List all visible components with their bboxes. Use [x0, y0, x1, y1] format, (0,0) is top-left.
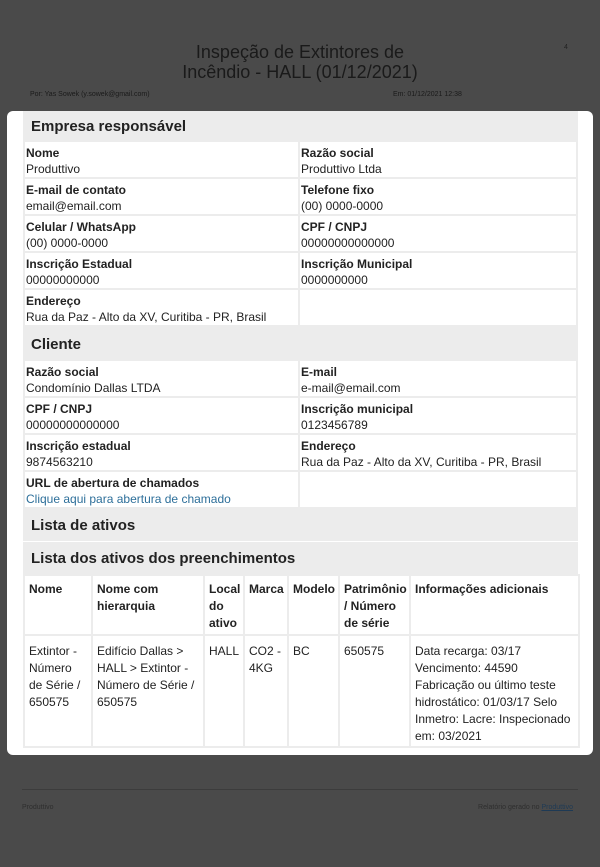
table-cell: 650575	[339, 635, 410, 747]
table-header-row	[24, 575, 579, 635]
field-cliente-inscricao-municipal	[300, 398, 578, 435]
footer-generated-text: Relatório gerado no	[478, 804, 542, 811]
field-label: Inscrição municipal	[301, 402, 414, 416]
field-value: e-mail@email.com	[301, 381, 401, 395]
footer-link[interactable]: Produttivo	[541, 804, 573, 811]
field-cliente-email	[300, 361, 578, 398]
footer-divider	[22, 789, 578, 790]
column-header: Marca	[244, 575, 288, 635]
field-empresa-inscricao-estadual	[23, 253, 300, 290]
page-number: 4	[564, 44, 568, 51]
field-label: Razão social	[26, 365, 99, 379]
column-header: Nome com hierarquia	[92, 575, 204, 635]
field-value: 0123456789	[301, 418, 368, 432]
field-label: CPF / CNPJ	[301, 220, 368, 234]
field-value: (00) 0000-0000	[301, 199, 384, 213]
table-cell: Extintor - Número de Série / 650575	[24, 635, 92, 747]
section-header-cliente: Cliente	[23, 327, 578, 361]
section-header-ativos: Lista de ativos	[23, 509, 578, 541]
empresa-grid	[23, 142, 578, 327]
field-label: E-mail de contato	[26, 183, 127, 197]
author-text: Por: Yas Sowek (y.sowek@gmail.com)	[30, 91, 150, 98]
document-title-line1: Inspeção de Extintores de	[195, 42, 405, 62]
table-cell: Edifício Dallas > HALL > Extintor - Número de Série / 650575	[92, 635, 204, 747]
table-row	[24, 635, 579, 747]
column-header: Patrimônio / Número de série	[339, 575, 410, 635]
field-value: Condomínio Dallas LTDA	[26, 381, 161, 395]
table-cell: CO2 - 4KG	[244, 635, 288, 747]
field-empresa-endereco	[23, 290, 300, 327]
field-value: 00000000000	[26, 273, 100, 287]
report-modal	[7, 111, 593, 755]
field-value: Rua da Paz - Alto da XV, Curitiba - PR, Brasil	[26, 310, 267, 324]
field-label: Inscrição Municipal	[301, 257, 413, 271]
field-label: CPF / CNPJ	[26, 402, 93, 416]
assets-table	[23, 574, 580, 748]
field-label: Nome	[26, 146, 60, 160]
field-empresa-razao-social	[300, 142, 578, 179]
field-empresa-inscricao-municipal	[300, 253, 578, 290]
field-label: Celular / WhatsApp	[26, 220, 137, 234]
field-label: Endereço	[301, 439, 356, 453]
field-value: 0000000000	[301, 273, 368, 287]
field-value: (00) 0000-0000	[26, 236, 109, 250]
table-cell: BC	[288, 635, 339, 747]
empty-cell	[300, 290, 578, 327]
field-label: Endereço	[26, 294, 81, 308]
field-empresa-cpf-cnpj	[300, 216, 578, 253]
field-label: E-mail	[301, 365, 338, 379]
document-title	[0, 42, 600, 82]
field-cliente-inscricao-estadual	[23, 435, 300, 472]
cliente-grid	[23, 361, 578, 509]
empty-cell	[300, 472, 578, 509]
section-header-empresa: Empresa responsável	[23, 111, 578, 142]
field-cliente-endereco	[300, 435, 578, 472]
field-label: Telefone fixo	[301, 183, 375, 197]
column-header: Modelo	[288, 575, 339, 635]
field-label: Razão social	[301, 146, 374, 160]
field-empresa-nome	[23, 142, 300, 179]
section-subheader-ativos: Lista dos ativos dos preenchimentos	[23, 541, 578, 574]
table-cell: Data recarga: 03/17 Vencimento: 44590 Fabricação ou último teste hidrostático: 01/03/17 Selo Inmetro: Lacre: Inspecionado em: 03/2021	[410, 635, 579, 747]
document-title-line2: Incêndio - HALL (01/12/2021)	[182, 62, 418, 82]
field-cliente-razao-social	[23, 361, 300, 398]
field-empresa-celular	[23, 216, 300, 253]
column-header: Informações adicionais	[410, 575, 579, 635]
date-text: Em: 01/12/2021 12:38	[393, 91, 462, 98]
column-header: Nome	[24, 575, 92, 635]
field-cliente-cpf-cnpj	[23, 398, 300, 435]
field-label: Inscrição estadual	[26, 439, 131, 453]
field-empresa-telefone	[300, 179, 578, 216]
field-value: Produttivo Ltda	[301, 162, 382, 176]
field-cliente-url-chamados	[23, 472, 300, 509]
field-value: email@email.com	[26, 199, 122, 213]
field-empresa-email	[23, 179, 300, 216]
footer-brand: Produttivo	[22, 804, 54, 811]
field-value: 00000000000000	[26, 418, 120, 432]
column-header: Local do ativo	[204, 575, 244, 635]
table-cell: HALL	[204, 635, 244, 747]
open-ticket-link[interactable]: Clique aqui para abertura de chamado	[26, 492, 231, 506]
field-label: URL de abertura de chamados	[26, 476, 200, 490]
field-label: Inscrição Estadual	[26, 257, 133, 271]
field-value: 00000000000000	[301, 236, 395, 250]
field-value: 9874563210	[26, 455, 93, 469]
field-value: Rua da Paz - Alto da XV, Curitiba - PR, Brasil	[301, 455, 542, 469]
footer-generated	[478, 804, 573, 811]
field-value: Produttivo	[26, 162, 81, 176]
